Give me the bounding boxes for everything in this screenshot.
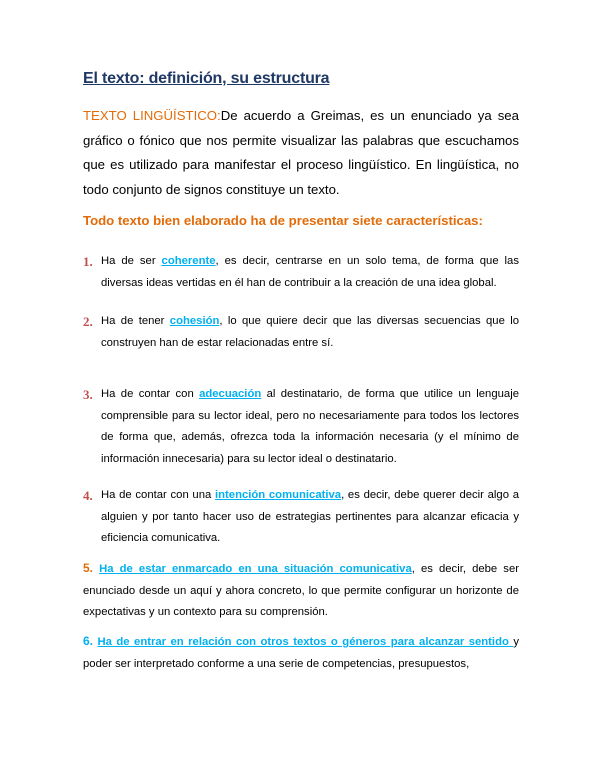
term-link-coherente[interactable]: coherente [161,255,216,267]
item-number: 1. [83,254,93,269]
item-number: 2. [83,314,93,329]
item-body [83,563,519,618]
item-text-after: , es decir, debe ser enunciado desde un aquí y ahora concreto, lo que permite configurar un horizonte de expectativas y un contexto para su comprensión. [83,563,520,618]
item-number: 3. [83,387,93,402]
item-number: 5. [83,561,94,575]
section-subheading: Todo texto bien elaborado ha de presentar siete características: [83,213,483,228]
term-link-relacion-otros-textos[interactable]: Ha de entrar en relación con otros textos o géneros para alcanzar sentido [97,636,514,648]
item-text-before: Ha de ser [101,255,162,267]
term-link-adecuacion[interactable]: adecuación [199,388,262,400]
intro-lead: TEXTO LINGÜÍSTICO: [83,108,221,123]
item-body [83,636,519,670]
item-number: 6. [83,634,94,648]
item-text-before: Ha de contar con [101,388,200,400]
item-body [83,251,519,294]
intro-text: De acuerdo a Greimas, es un enunciado ya sea gráfico o fónico que nos permite visualizar las palabras que escuchamos que es utilizado para manifestar el proceso lingüístico. En lingüística, no todo conjunto de signos constituye un texto. [83,108,519,197]
item-text-after: al destinatario, de forma que utilice un lenguaje comprensible para su lector ideal, pero no necesariamente para todos los lectores de forma que, además, ofrezca toda la información necesaria (y el mínimo de información innecesaria) para su lector ideal o destinatario. [101,388,519,465]
item-text-after: , es decir, debe querer decir algo a alguien y por tanto hacer uso de estrategias pertinentes para alcanzar eficacia y eficiencia comunicativa. [101,489,519,544]
list-item-6 [83,631,519,675]
term-link-intencion-comunicativa[interactable]: intención comunicativa [214,489,342,501]
item-text-after: y poder ser interpretado conforme a una serie de competencias, presupuestos, [83,636,519,670]
item-body [83,384,519,470]
intro-paragraph [83,104,519,202]
list-item-3 [83,384,519,470]
item-text-before: Ha de contar con una [101,489,215,501]
list-item-2 [83,311,519,354]
list-item-1 [83,251,519,294]
item-text-after: , es decir, centrarse en un solo tema, de forma que las diversas ideas vertidas en él han de contribuir a la creación de una idea global. [101,255,519,289]
item-body [83,485,519,550]
term-link-cohesion[interactable]: cohesión [169,315,220,327]
term-link-situacion-comunicativa[interactable]: Ha de estar enmarcado en una situación comunicativa [99,563,412,575]
item-body [83,311,519,354]
item-text-before: Ha de tener [101,315,170,327]
item-text-after: , lo que quiere decir que las diversas secuencias que lo construyen han de estar relacionadas entre sí. [101,315,520,349]
page-title: El texto: definición, su estructura [83,70,330,87]
item-number: 4. [83,488,93,503]
list-item-5 [83,558,519,624]
list-item-4 [83,485,519,550]
